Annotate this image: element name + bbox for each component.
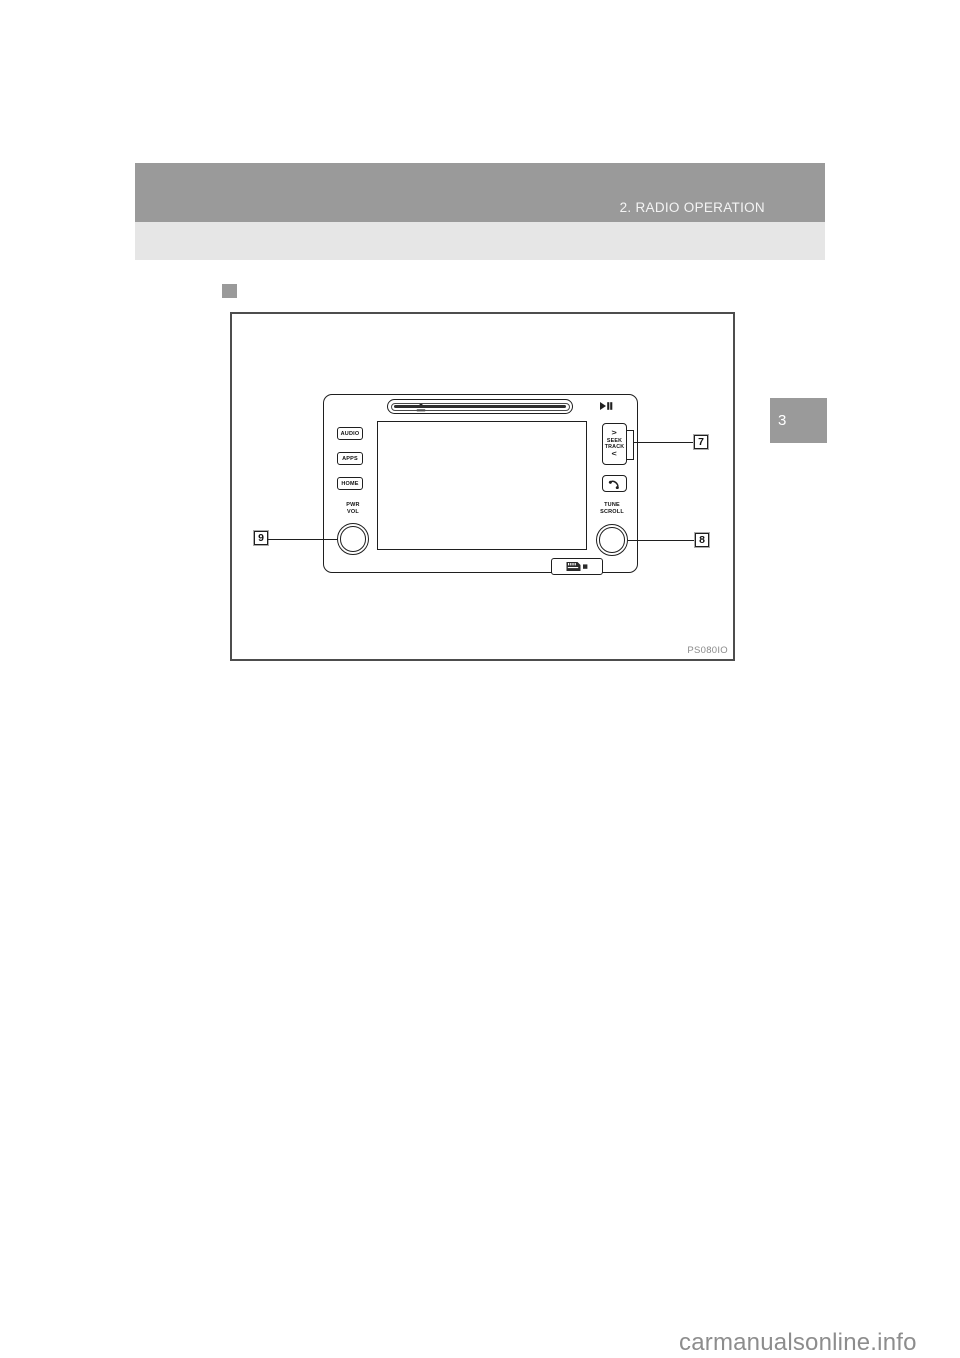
tune-scroll-knob: [596, 524, 628, 556]
tune-scroll-label-line1: TUNE: [604, 502, 620, 508]
play-pause-icon: [600, 402, 613, 410]
seek-label: SEEK: [606, 437, 623, 444]
display-screen: [377, 421, 587, 550]
tune-scroll-label-line2: SCROLL: [600, 509, 624, 515]
power-volume-knob-ring: [340, 526, 366, 552]
power-volume-label-line2: VOL: [347, 509, 359, 515]
watermark: carmanualsonline.info: [679, 1329, 917, 1356]
apps-button: [337, 452, 363, 465]
callout-8: [695, 533, 709, 547]
callout-9-leader-line: [268, 539, 338, 540]
tune-scroll-knob-ring: [599, 527, 625, 553]
seek-up-chevron: >: [611, 428, 618, 438]
power-volume-label-line1: PWR: [346, 502, 360, 508]
cd-slot: [387, 399, 573, 414]
home-button: [337, 477, 363, 490]
sd-card-slot-badge: [551, 558, 603, 575]
cd-slot-opening: [394, 405, 566, 408]
section-bullet-square: [222, 284, 237, 298]
sd-card-icon: [565, 561, 589, 572]
figure-code: PS080IO: [687, 645, 728, 656]
audio-button-label: AUDIO: [340, 430, 360, 437]
tune-scroll-label: [590, 502, 634, 516]
audio-button: [337, 427, 363, 440]
seek-track-button: [602, 423, 627, 465]
callout-7-leader-line: [634, 442, 694, 443]
phone-button: [602, 475, 627, 492]
callout-8-number: 8: [699, 534, 705, 546]
seek-bracket-vertical: [633, 430, 634, 460]
seek-down-chevron: <: [611, 449, 618, 459]
figure-frame: [230, 312, 735, 661]
callout-7-number: 7: [698, 436, 704, 448]
callout-9: [254, 531, 268, 545]
phone-icon: [608, 478, 622, 489]
callout-8-leader-line: [628, 540, 695, 541]
chapter-tab: [770, 398, 827, 443]
track-label: TRACK: [604, 444, 625, 450]
callout-9-number: 9: [258, 532, 264, 544]
power-volume-label: [331, 502, 375, 516]
apps-button-label: APPS: [342, 455, 358, 462]
header-band-dark: [135, 163, 825, 222]
home-button-label: HOME: [341, 480, 359, 487]
chapter-tab-number: 3: [778, 412, 787, 429]
page-title: 2. RADIO OPERATION: [619, 200, 765, 215]
header-band-light: [135, 222, 825, 260]
callout-7: [694, 435, 708, 449]
radio-diagram: [232, 314, 733, 659]
power-volume-knob: [337, 523, 369, 555]
